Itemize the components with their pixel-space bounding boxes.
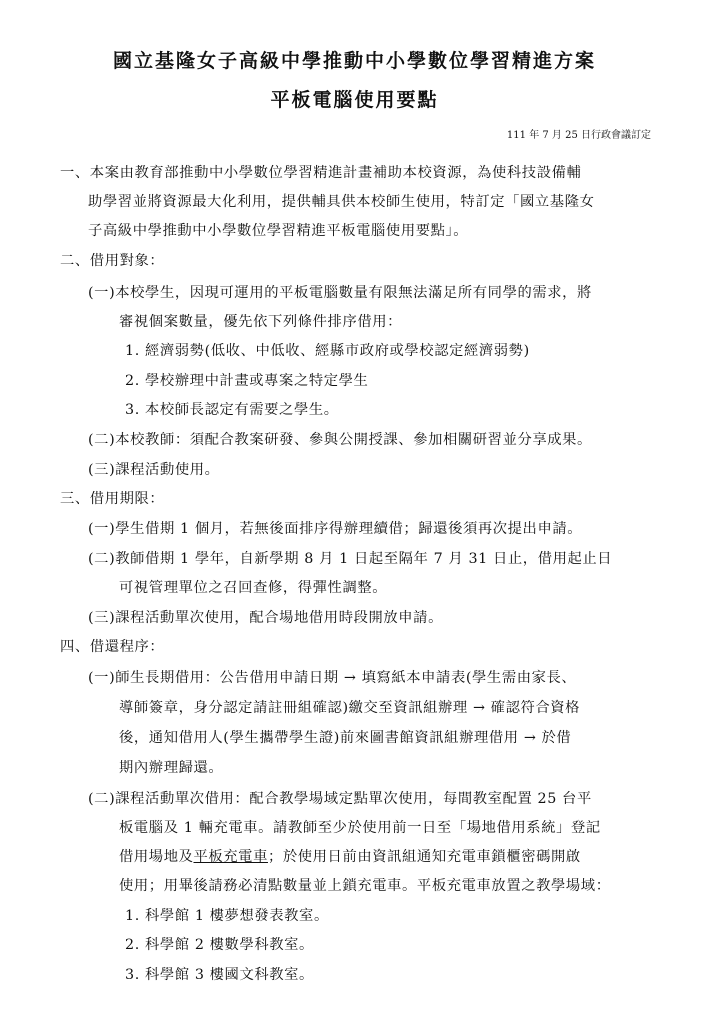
section2-list-item: 3. 本校師長認定有需要之學生。 — [125, 402, 339, 418]
section4-b-line2: 板電腦及 1 輛充電車。請教師至少於使用前一日至「場地借用系統」登記 — [119, 820, 601, 836]
section4-a-line2: 導師簽章，身分認定請註冊組確認)繳交至資訊組辦理 → 確認符合資格 — [119, 700, 581, 716]
section1-line1: 一、本案由教育部推動中小學數位學習精進計畫補助本校資源，為使科技設備輔 — [60, 165, 582, 181]
section2-c: (三)課程活動使用。 — [88, 462, 220, 478]
section4-a-line3: 後，通知借用人(學生攜帶學生證)前來圖書館資訊組辦理借用 → 於借 — [119, 730, 572, 746]
section4-a-line1: (一)師生長期借用：公告借用申請日期 → 填寫紙本申請表(學生需由家長、 — [88, 670, 577, 686]
section2-list-item: 2. 學校辦理中計畫或專案之特定學生 — [125, 373, 369, 389]
section2-a-line1: (一)本校學生，因現可運用的平板電腦數量有限無法滿足所有同學的需求，將 — [88, 285, 592, 301]
section4-list-item: 2. 科學館 2 樓數學科教室。 — [125, 937, 314, 953]
section4-list-item: 1. 科學館 1 樓夢想發表教室。 — [125, 908, 329, 924]
section2-heading: 二、借用對象： — [60, 253, 165, 269]
section2-a-line2: 審視個案數量，優先依下列條件排序借用： — [119, 314, 403, 330]
section4-b-line1: (二)課程活動單次借用：配合教學場域定點單次使用，每間教室配置 25 台平 — [88, 791, 592, 807]
section4-b-line4: 使用；用畢後請務必清點數量並上鎖充電車。平板充電車放置之教學場域： — [119, 878, 611, 894]
section4-heading: 四、借還程序： — [60, 639, 165, 655]
section3-b-line1: (二)教師借期 1 學年，自新學期 8 月 1 日起至隔年 7 月 31 日止，借用起止日 — [88, 551, 613, 567]
section3-a: (一)學生借期 1 個月，若無後面排序得辦理續借；歸還後須再次提出申請。 — [88, 521, 583, 537]
document-title: 國立基隆女子高級中學推動中小學數位學習精進方案 — [112, 50, 596, 72]
document-subtitle: 平板電腦使用要點 — [270, 89, 439, 111]
section4-b-line3 — [119, 847, 581, 867]
text-segment: ；於使用日前由資訊組通知充電車鎖櫃密碼開啟 — [267, 849, 581, 865]
section2-b: (二)本校教師：須配合教案研發、參與公開授課、參加相關研習並分享成果。 — [88, 432, 592, 448]
date-note: 111 年 7 月 25 日行政會議訂定 — [506, 130, 651, 141]
section2-list-item: 1. 經濟弱勢(低收、中低收、經縣市政府或學校認定經濟弱勢) — [125, 343, 530, 359]
text-segment: 借用場地及 — [119, 849, 194, 865]
section1-line2: 助學習並將資源最大化利用，提供輔具供本校師生使用，特訂定「國立基隆女 — [88, 194, 595, 210]
section3-c: (三)課程活動單次使用，配合場地借用時段開放申請。 — [88, 610, 443, 626]
section1-line3: 子高級中學推動中小學數位學習精進平板電腦使用要點」。 — [88, 223, 469, 239]
underlined-text: 平板充電車 — [193, 849, 268, 865]
section4-list-item: 3. 科學館 3 樓國文科教室。 — [125, 967, 314, 983]
section4-a-line4: 期內辦理歸還。 — [119, 760, 224, 776]
section3-b-line2: 可視管理單位之召回查修，得彈性調整。 — [119, 580, 388, 596]
section3-heading: 三、借用期限： — [60, 491, 165, 507]
